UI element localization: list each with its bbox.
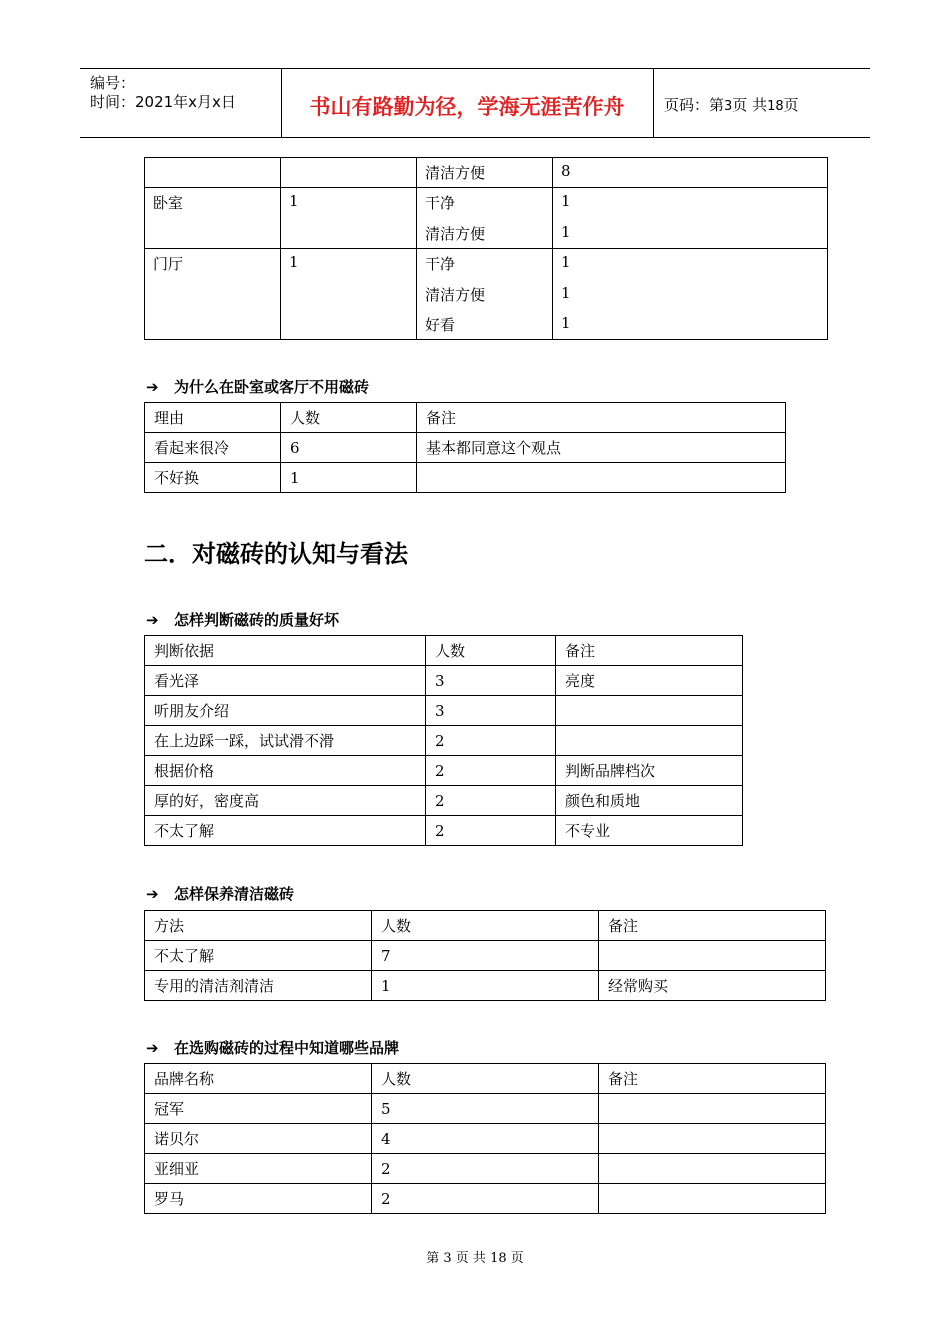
table-row (145, 1094, 826, 1124)
table-cell: 罗马 (145, 1184, 372, 1214)
section-title-brand: ➔ 在选购磁砖的过程中知道哪些品牌 (146, 1039, 400, 1057)
section-title-clean: ➔ 怎样保养清洁磁砖 (146, 885, 295, 903)
quality-table (144, 635, 743, 846)
table-cell: 2 (372, 1154, 599, 1184)
room-reason-table (144, 157, 828, 340)
table-cell: 2 (426, 756, 556, 786)
header-motto-cell (281, 69, 654, 137)
table-cell: 1 (281, 463, 417, 493)
table-row (145, 696, 743, 726)
table-cell: 1 (372, 971, 599, 1001)
table-row (145, 463, 786, 493)
table-header-row (145, 403, 786, 433)
table-cell: 诺贝尔 (145, 1124, 372, 1154)
table-cell: 2 (372, 1184, 599, 1214)
serial-label: 编号： (90, 74, 136, 92)
table-cell (599, 1184, 826, 1214)
table-cell (552, 157, 828, 188)
table-cell: 不太了解 (145, 816, 426, 846)
table-cell: 5 (372, 1094, 599, 1124)
table-cell: 冠军 (145, 1094, 372, 1124)
table-cell: 6 (281, 433, 417, 463)
table-header-row (145, 911, 826, 941)
arrow-right-icon: ➔ (146, 378, 159, 396)
table-cell: 厚的好，密度高 (145, 786, 426, 816)
table-row (145, 666, 743, 696)
table-cell (552, 248, 828, 340)
arrow-right-icon: ➔ (146, 1039, 159, 1057)
table-cell: 判断品牌档次 (556, 756, 743, 786)
table-cell: 4 (372, 1124, 599, 1154)
header-cell: 备注 (417, 403, 786, 433)
table-cell (280, 248, 417, 340)
count-text: 1 (561, 223, 571, 241)
table-cell: 3 (426, 696, 556, 726)
table-row (145, 941, 826, 971)
count-text: 1 (561, 253, 571, 271)
table-cell: 亚细亚 (145, 1154, 372, 1184)
table-header-row (145, 1064, 826, 1094)
count-text: 1 (561, 314, 571, 332)
table-cell (417, 463, 786, 493)
table-cell (599, 1124, 826, 1154)
section-title-why: ➔ 为什么在卧室或客厅不用磁砖 (146, 378, 370, 396)
room-name: 卧室 (153, 194, 184, 212)
table-header-row (145, 636, 743, 666)
table-row (145, 816, 743, 846)
header-cell: 人数 (372, 911, 599, 941)
date-label: 时间：2021年x月x日 (90, 93, 236, 111)
section-heading: 二．对磁砖的认知与看法 (144, 539, 408, 568)
room-num: 1 (289, 253, 299, 271)
header-cell: 理由 (145, 403, 281, 433)
header-cell: 品牌名称 (145, 1064, 372, 1094)
table-cell: 看起来很冷 (145, 433, 281, 463)
header-cell: 备注 (599, 911, 826, 941)
table-cell: 2 (426, 726, 556, 756)
table-cell (280, 187, 417, 249)
reason-text: 清洁方便 (425, 164, 486, 182)
table-cell (144, 157, 281, 188)
header-cell: 备注 (599, 1064, 826, 1094)
table-cell: 不太了解 (145, 941, 372, 971)
page-footer: 第 3 页 共 18 页 (426, 1251, 524, 1266)
table-cell: 看光泽 (145, 666, 426, 696)
table-cell: 听朋友介绍 (145, 696, 426, 726)
header-cell: 人数 (372, 1064, 599, 1094)
page-indicator: 页码：第3页 共18页 (664, 96, 799, 114)
table-row (145, 1154, 826, 1184)
table-row (145, 786, 743, 816)
table-row (145, 756, 743, 786)
why-table (144, 402, 786, 493)
motto: 书山有路勤为径，学海无涯苦作舟 (309, 95, 625, 119)
clean-table (144, 910, 826, 1001)
header-cell: 人数 (281, 403, 417, 433)
table-row (145, 726, 743, 756)
table-row (145, 1124, 826, 1154)
table-cell: 在上边踩一踩，试试滑不滑 (145, 726, 426, 756)
table-cell (552, 187, 828, 249)
arrow-right-icon: ➔ (146, 885, 159, 903)
table-cell: 亮度 (556, 666, 743, 696)
table-cell: 根据价格 (145, 756, 426, 786)
table-row (145, 1184, 826, 1214)
table-cell (280, 157, 417, 188)
count-text: 8 (561, 162, 571, 180)
table-cell: 不专业 (556, 816, 743, 846)
reason-text: 清洁方便 (425, 286, 486, 304)
room-num: 1 (289, 192, 299, 210)
header-page-cell (654, 69, 870, 137)
table-cell (599, 1094, 826, 1124)
room-name: 门厅 (153, 255, 184, 273)
table-cell: 不好换 (145, 463, 281, 493)
table-cell: 基本都同意这个观点 (417, 433, 786, 463)
header-cell: 方法 (145, 911, 372, 941)
table-row (145, 971, 826, 1001)
table-cell: 2 (426, 786, 556, 816)
reason-text: 干净 (425, 255, 456, 273)
table-cell (556, 696, 743, 726)
table-cell (599, 1154, 826, 1184)
table-cell: 7 (372, 941, 599, 971)
count-text: 1 (561, 284, 571, 302)
arrow-right-icon: ➔ (146, 611, 159, 629)
table-row (145, 433, 786, 463)
header-cell: 人数 (426, 636, 556, 666)
reason-text: 干净 (425, 194, 456, 212)
reason-text: 清洁方便 (425, 225, 486, 243)
page-header (80, 68, 870, 138)
table-cell: 颜色和质地 (556, 786, 743, 816)
table-cell (599, 941, 826, 971)
count-text: 1 (561, 192, 571, 210)
table-cell (556, 726, 743, 756)
table-cell: 经常购买 (599, 971, 826, 1001)
brand-table (144, 1063, 826, 1214)
header-meta-cell (80, 69, 282, 137)
table-cell: 专用的清洁剂清洁 (145, 971, 372, 1001)
table-cell: 3 (426, 666, 556, 696)
header-cell: 判断依据 (145, 636, 426, 666)
reason-text: 好看 (425, 316, 456, 334)
section-title-quality: ➔ 怎样判断磁砖的质量好坏 (146, 611, 340, 629)
header-cell: 备注 (556, 636, 743, 666)
table-cell: 2 (426, 816, 556, 846)
